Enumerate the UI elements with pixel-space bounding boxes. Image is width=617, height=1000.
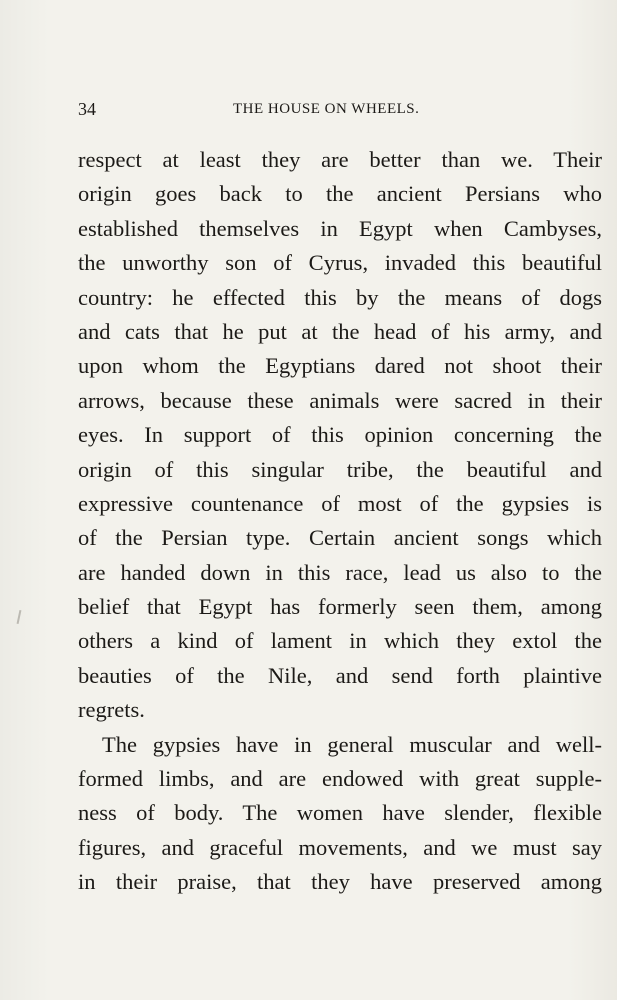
text-line: respect at least they are better than we. Their <box>78 147 602 172</box>
text-line: in their praise, that they have preserved among <box>78 869 602 895</box>
text-line: formed limbs, and are endowed with great supple- <box>78 766 602 792</box>
text-line: upon whom the Egyptians dared not shoot their <box>78 353 602 379</box>
text-line: country: he effected this by the means of dogs <box>78 284 602 310</box>
text-line: eyes. In support of this opinion concerning the <box>78 422 602 448</box>
text-line: origin of this singular tribe, the beautiful and <box>78 456 602 482</box>
text-line: The gypsies have in general muscular and well- <box>102 731 602 757</box>
page-header <box>78 99 602 123</box>
text-line: regrets. <box>78 697 145 723</box>
page-number: 34 <box>78 99 96 119</box>
body-text <box>78 143 602 900</box>
text-line: the unworthy son of Cyrus, invaded this beautiful <box>78 250 602 276</box>
text-line: origin goes back to the ancient Persians who <box>78 181 602 207</box>
paragraph <box>78 143 602 728</box>
text-line: others a kind of lament in which they extol the <box>78 628 602 654</box>
text-line: expressive countenance of most of the gypsies is <box>78 490 602 516</box>
text-line: established themselves in Egypt when Cambyses, <box>78 215 602 241</box>
paragraph <box>78 728 602 900</box>
text-line: figures, and graceful movements, and we must say <box>78 834 602 860</box>
margin-mark <box>17 610 22 624</box>
text-line: are handed down in this race, lead us also to the <box>78 559 602 585</box>
text-line: beauties of the Nile, and send forth plaintive <box>78 662 602 688</box>
text-line: belief that Egypt has formerly seen them, among <box>78 594 602 620</box>
running-title: THE HOUSE ON WHEELS. <box>233 101 420 117</box>
text-line: arrows, because these animals were sacred in their <box>78 387 602 413</box>
text-line: of the Persian type. Certain ancient songs which <box>78 525 602 551</box>
text-line: and cats that he put at the head of his army, and <box>78 318 602 344</box>
text-line: ness of body. The women have slender, flexible <box>78 800 602 826</box>
